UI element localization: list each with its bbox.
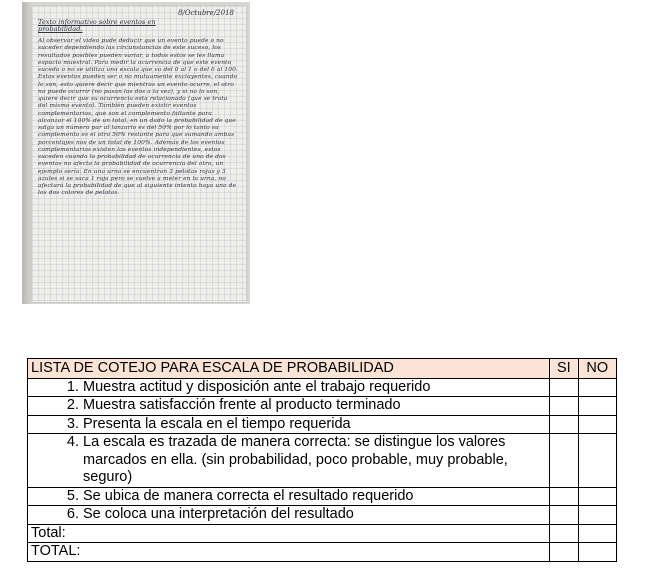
si-cell[interactable] (550, 506, 578, 525)
si-cell[interactable] (550, 378, 578, 397)
photo-shadow (22, 2, 32, 304)
handwritten-notes-photo (22, 2, 250, 304)
item-number: 3. (66, 415, 79, 432)
si-cell[interactable] (550, 397, 578, 416)
item-number: 1. (66, 378, 79, 395)
checklist-item (28, 378, 550, 397)
checklist-title: LISTA DE COTEJO PARA ESCALA DE PROBABILIDAD (28, 359, 550, 379)
total-si-cell[interactable] (550, 524, 578, 543)
item-text: Se ubica de manera correcta el resultado requerido (83, 487, 414, 504)
checklist-item (28, 487, 550, 506)
no-cell[interactable] (578, 415, 616, 434)
item-text: Presenta la escala en el tiempo requerida (83, 415, 351, 432)
checklist-row (28, 506, 617, 525)
no-cell[interactable] (578, 397, 616, 416)
si-cell[interactable] (550, 487, 578, 506)
checklist-row (28, 434, 617, 488)
column-header-si: SI (550, 359, 578, 379)
checklist-item (28, 415, 550, 434)
item-text: Muestra actitud y disposición ante el trabajo requerido (83, 378, 431, 395)
item-number: 2. (66, 397, 79, 413)
handwritten-text: Al observar el video pude deducir que un evento puede o no suceder dependiendo las circunstancias de este suceso, los resultados posibles pueden variar, a todos estos se les llama espacio muestral. Para medir la ocurrencia de que este evento suceda o no se utiliza una escala que va del 0 al 1 o del 0 al 100. Estos eventos pueden ser o no mutuamente excluyentes, cuando lo son, esto quiere decir que mientras un evento ocurre, el otro no puede ocurrir (no pasan los dos a la vez), y si no lo son, quiere decir que su ocurrencia esta relacionada (que se trata del mismo evento). También pueden existir eventos complementarios, que son el complemento faltante para alcanzar el 100% de un total, en un dado la probabilidad de que salga un número par al lanzarlo es del 50% por lo tanto su complemento es el otro 50% restante para que sumando ambas porcentajes nos de un total de 100%. Además de los eventos complementarios existen los eventos independientes, estos suceden cuando la probabilidad de ocurrencia de uno de dos eventos no afecta la probabilidad de ocurrencia del otro, un ejemplo sería: En una urna se encuentran 3 pelotas rojas y 3 azules si se saca 1 roja pero se vuelve a meter en la urna, no afectará la probabilidad de que al siguiente intento haya uno de los dos colores de pelotas. (38, 38, 238, 197)
grand-total-no-cell[interactable] (578, 543, 616, 562)
item-number: 6. (66, 506, 79, 522)
notebook-page (32, 6, 246, 302)
probability-scale-checklist (27, 358, 617, 562)
no-cell[interactable] (578, 487, 616, 506)
item-number: 4. (66, 434, 79, 450)
checklist-row (28, 378, 617, 397)
checklist-row (28, 397, 617, 416)
no-cell[interactable] (578, 378, 616, 397)
grand-total-label: TOTAL: (28, 543, 550, 562)
item-text: Muestra satisfacción frente al producto terminado (83, 397, 401, 413)
total-label: Total: (28, 524, 550, 543)
total-no-cell[interactable] (578, 524, 616, 543)
handwritten-date: 8/Octubre/2018 (178, 9, 234, 17)
si-cell[interactable] (550, 415, 578, 434)
checklist-item (28, 434, 550, 488)
checklist-row (28, 415, 617, 434)
no-cell[interactable] (578, 434, 616, 488)
checklist-row (28, 487, 617, 506)
handwritten-title: Texto informativo sobre eventos en probabilidad. (38, 18, 156, 34)
total-row (28, 524, 617, 543)
grand-total-row (28, 543, 617, 562)
si-cell[interactable] (550, 434, 578, 488)
checklist-header-row (28, 359, 617, 379)
checklist-item (28, 506, 550, 525)
column-header-no: NO (578, 359, 616, 379)
item-text: La escala es trazada de manera correcta: se distingue los valores marcados en ella. (sin probabilidad, poco probable, muy probable, seguro) (83, 434, 508, 485)
grand-total-si-cell[interactable] (550, 543, 578, 562)
checklist-item (28, 397, 550, 416)
item-number: 5. (66, 487, 79, 504)
no-cell[interactable] (578, 506, 616, 525)
item-text: Se coloca una interpretación del resultado (83, 506, 354, 522)
